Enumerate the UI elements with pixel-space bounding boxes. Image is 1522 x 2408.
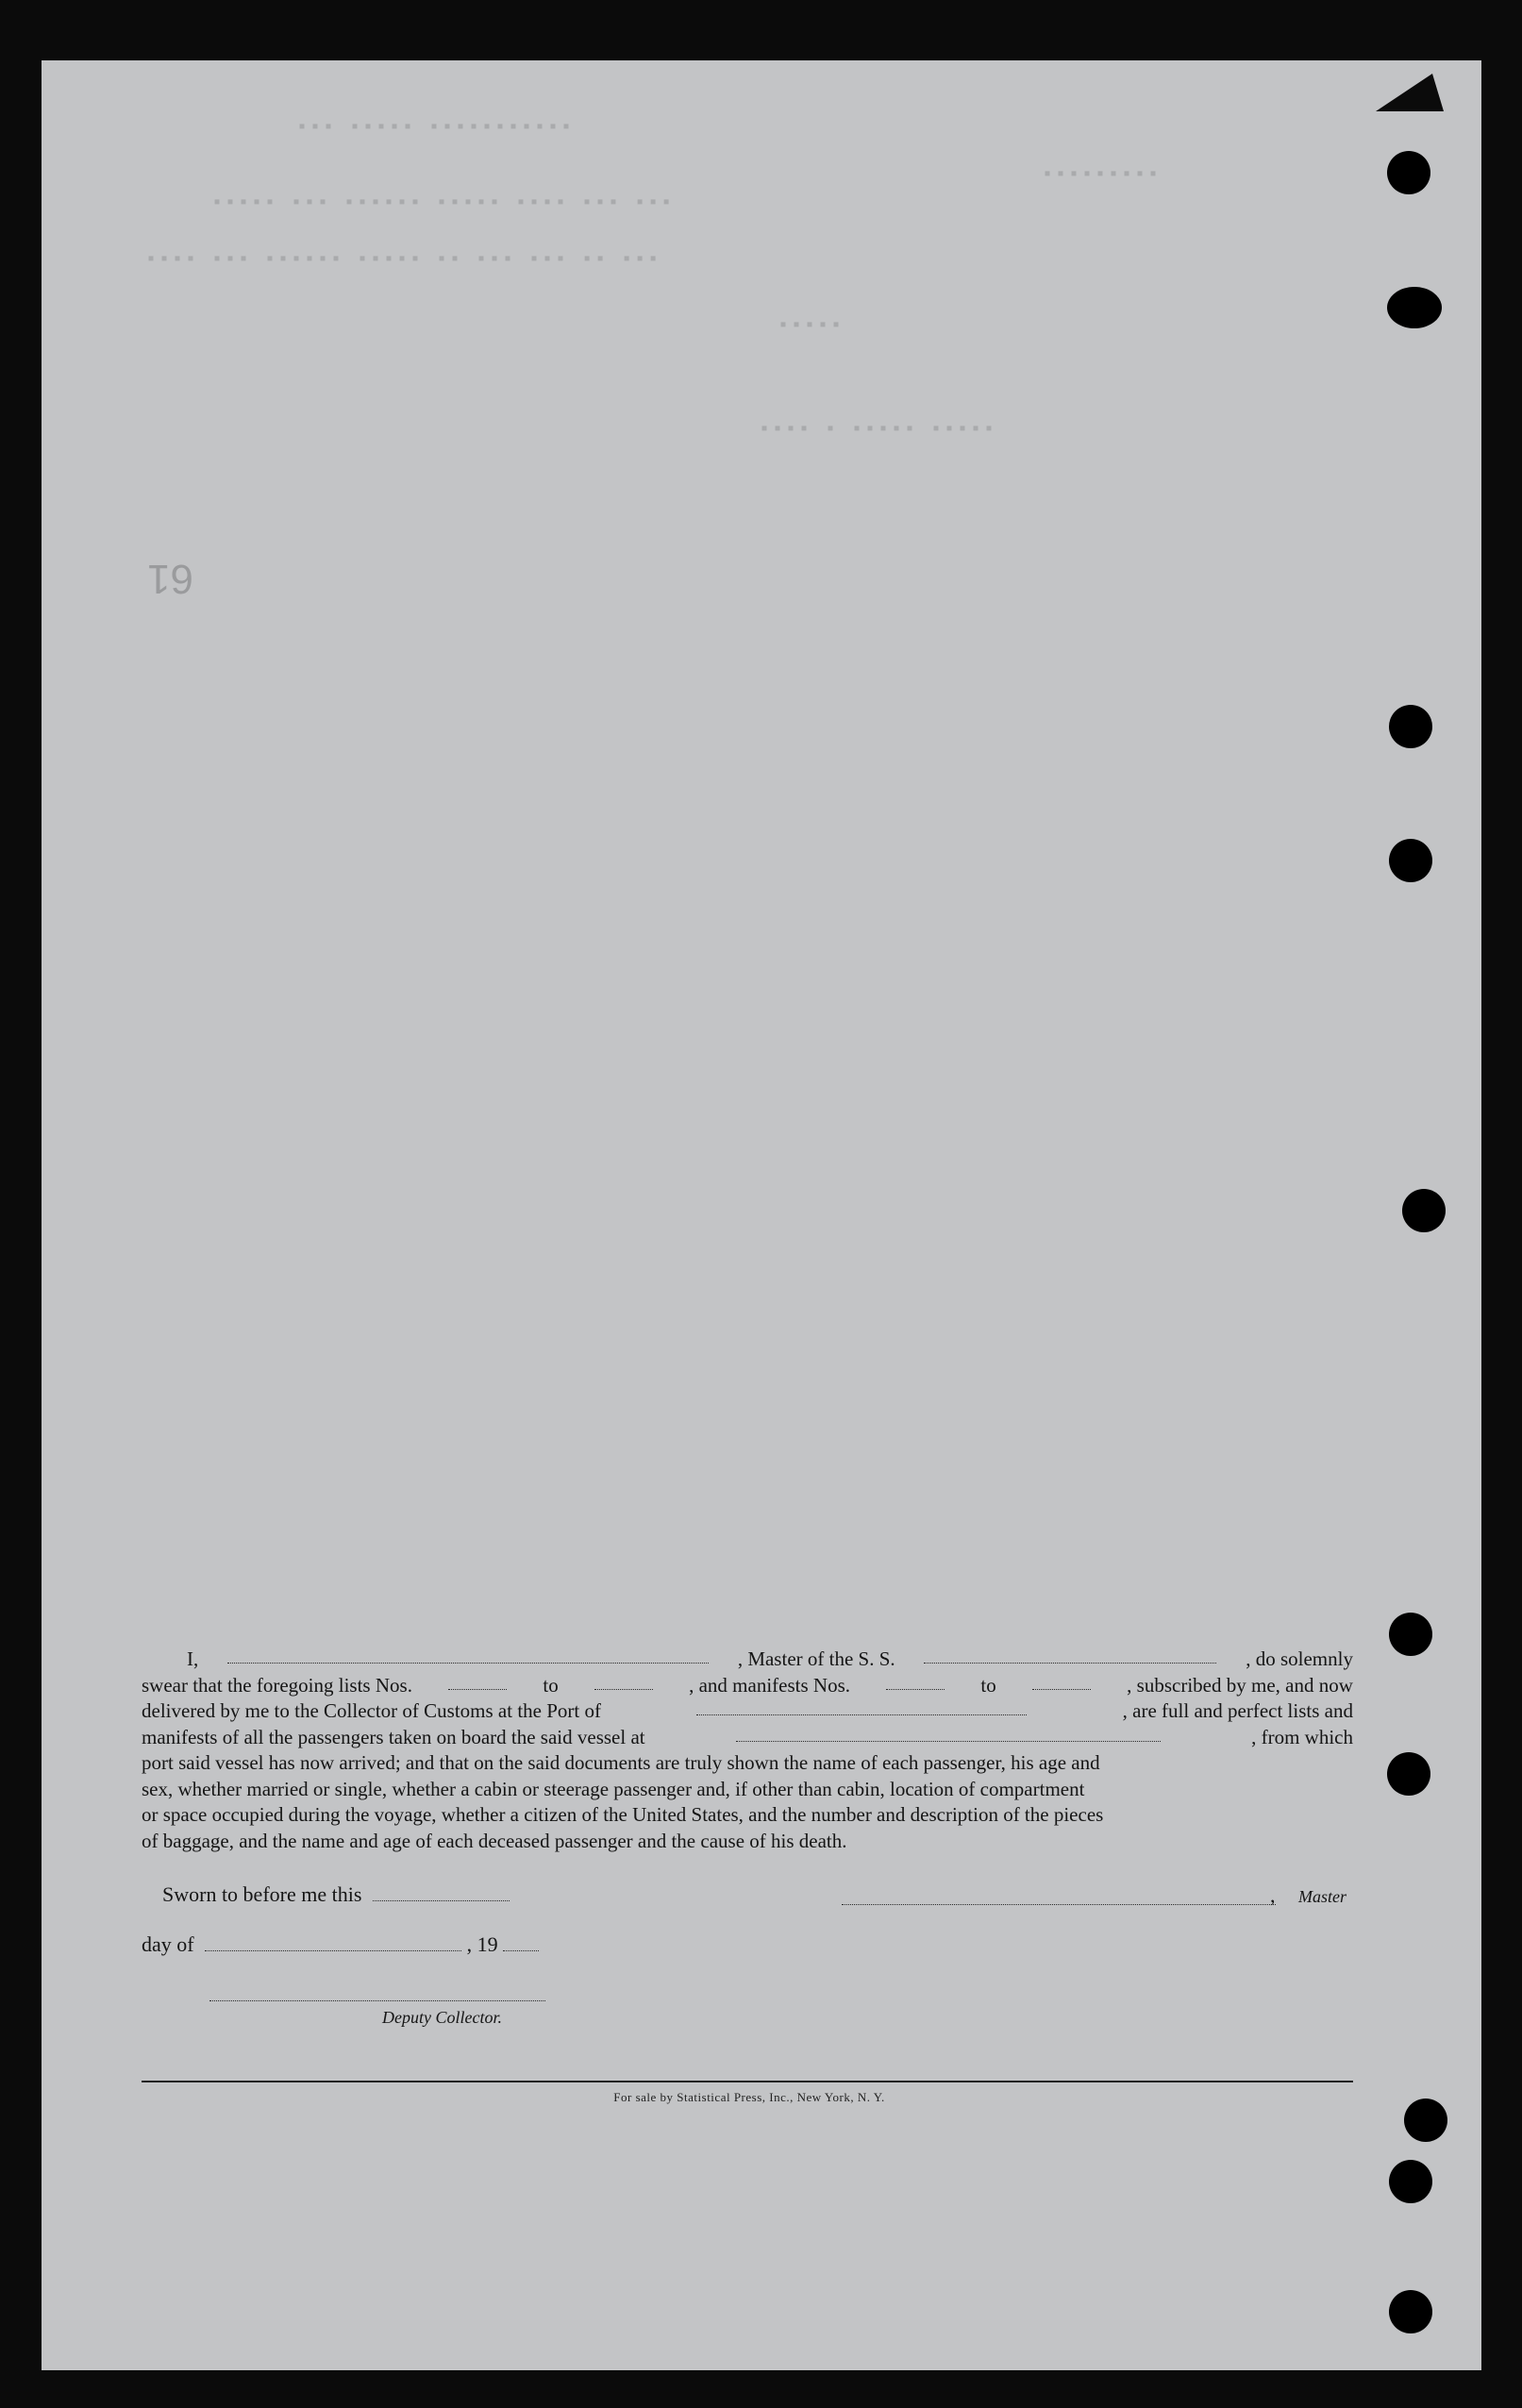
oath-line: [142, 1698, 1353, 1725]
bleed-through-text: ▪▪▪▪ ▪ ▪▪▪▪▪ ▪▪▪▪▪: [759, 419, 997, 441]
master-name-blank: [227, 1647, 709, 1664]
oath-text: to: [543, 1673, 559, 1697]
document-page: [42, 60, 1481, 2370]
oath-text: port said vessel has now arrived; and that on the said documents are truly shown the name of each passenger, his age and: [142, 1751, 1100, 1774]
printer-imprint: For sale by Statistical Press, Inc., New York, N. Y.: [613, 2090, 885, 2104]
oath-line: [142, 1673, 1353, 1699]
oath-line: [142, 1802, 1353, 1829]
oath-line: [142, 1725, 1353, 1751]
oath-text: I,: [187, 1647, 199, 1670]
master-label: Master: [1298, 1887, 1346, 1906]
day-of-label: day of: [142, 1932, 194, 1956]
bleed-through-text: ▪▪▪▪▪ ▪▪▪ ▪▪▪▪▪▪ ▪▪▪▪▪ ▪▪▪▪ ▪▪▪ ▪▪▪: [211, 192, 675, 214]
oath-text: of baggage, and the name and age of each deceased passenger and the cause of his death.: [142, 1829, 847, 1852]
punch-hole: [1389, 2160, 1432, 2203]
master-comma: ,: [1270, 1883, 1276, 1907]
manifests-from-blank: [886, 1673, 945, 1690]
bleed-through-text: ▪▪▪▪ ▪▪▪ ▪▪▪▪▪▪ ▪▪▪▪▪ ▪▪ ▪▪▪ ▪▪▪ ▪▪ ▪▪▪: [145, 249, 661, 271]
bleed-through-text: ▪▪▪▪▪▪▪▪▪: [1042, 164, 1162, 186]
oath-text: sex, whether married or single, whether a cabin or steerage passenger and, if other than cabin, location of compartment: [142, 1777, 1085, 1800]
oath-text: , and manifests Nos.: [689, 1673, 851, 1697]
torn-corner: [1376, 74, 1444, 111]
lists-to-blank: [594, 1673, 653, 1690]
oath-line: [142, 1829, 1353, 1855]
sworn-label: Sworn to before me this: [162, 1882, 362, 1906]
master-signature-line: [842, 1904, 1276, 1905]
oath-line: [142, 1750, 1353, 1777]
day-row: [142, 1932, 539, 1957]
deputy-signature-line: [209, 2000, 545, 2001]
punch-hole: [1387, 287, 1442, 328]
sworn-date-blank: [373, 1884, 510, 1901]
year-blank: [503, 1934, 539, 1951]
oath-text: , subscribed by me, and now: [1127, 1673, 1353, 1697]
departure-port-blank: [736, 1725, 1161, 1742]
oath-line: [142, 1647, 1353, 1673]
punch-hole: [1387, 1752, 1430, 1796]
year-label: , 19: [466, 1932, 498, 1956]
oath-text: to: [980, 1673, 996, 1697]
oath-text: , Master of the S. S.: [737, 1647, 895, 1670]
oath-text: , from which: [1251, 1725, 1353, 1748]
bleed-through-text: ▪▪▪ ▪▪▪▪▪ ▪▪▪▪▪▪▪▪▪▪▪: [296, 117, 575, 139]
oath-paragraph: [142, 1647, 1353, 1854]
bleed-through-number: 61: [147, 556, 193, 602]
lists-from-blank: [448, 1673, 507, 1690]
deputy-collector-label: Deputy Collector.: [382, 2008, 502, 2027]
oath-text: delivered by me to the Collector of Customs at the Port of: [142, 1699, 601, 1722]
oath-text: , do solemnly: [1246, 1647, 1353, 1670]
sworn-row: [142, 1882, 510, 1907]
punch-hole: [1389, 839, 1432, 882]
day-blank: [205, 1934, 461, 1951]
port-blank: [696, 1698, 1027, 1715]
oath-text: manifests of all the passengers taken on board the said vessel at: [142, 1725, 645, 1748]
punch-hole: [1402, 1189, 1446, 1232]
oath-line: [142, 1777, 1353, 1803]
punch-hole: [1389, 705, 1432, 748]
punch-hole: [1387, 151, 1430, 194]
vessel-name-blank: [924, 1647, 1216, 1664]
oath-text: swear that the foregoing lists Nos.: [142, 1673, 412, 1697]
punch-hole: [1389, 2290, 1432, 2333]
punch-hole: [1389, 1613, 1432, 1656]
oath-text: or space occupied during the voyage, whether a citizen of the United States, and the number and description of the pieces: [142, 1803, 1104, 1826]
footer-rule: [142, 2081, 1353, 2082]
bleed-through-text: ▪▪▪▪▪: [778, 315, 845, 337]
oath-text: , are full and perfect lists and: [1122, 1699, 1353, 1722]
manifests-to-blank: [1032, 1673, 1091, 1690]
